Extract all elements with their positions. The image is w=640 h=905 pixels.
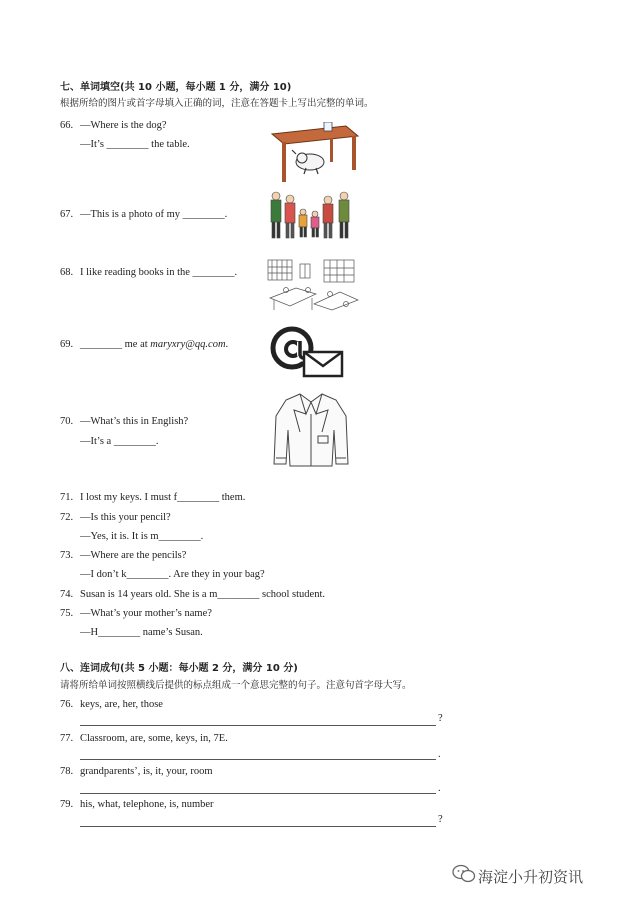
q68-line1: I like reading books in the ________. <box>80 267 238 278</box>
family-photo-illustration <box>268 188 356 244</box>
question-number: 78. <box>60 766 74 777</box>
q72-line1: —Is this your pencil? <box>80 512 171 523</box>
library-illustration <box>266 258 360 312</box>
q71-line1: I lost my keys. I must f________ them. <box>80 492 246 503</box>
q69-email: maryxry@qq.com <box>150 339 226 350</box>
email-at-envelope-icon <box>270 326 346 378</box>
section-7-instruction: 根据所给的图片或首字母填入正确的词，注意在答题卡上写出完整的单词。 <box>60 98 374 109</box>
q70-line1: —What’s this in English? <box>80 416 189 427</box>
q75-line2: —H________ name’s Susan. <box>80 627 203 638</box>
q79-punctuation: ? <box>438 814 443 825</box>
section-8-title: 八、连词成句(共 5 小题：每小题 2 分，满分 10 分) <box>60 663 298 674</box>
question-number: 69. <box>60 339 74 350</box>
question-number: 74. <box>60 589 74 600</box>
question-number: 67. <box>60 209 74 220</box>
question-number: 68. <box>60 267 74 278</box>
q78-answer-line <box>80 793 436 794</box>
watermark-text: 海淀小升初资讯 <box>478 868 584 886</box>
q66-line2: —It’s ________ the table. <box>80 139 190 150</box>
q70-line2: —It’s a ________. <box>80 436 159 447</box>
q72-line2: —Yes, it is. It is m________. <box>80 531 204 542</box>
q75-line1: —What’s your mother’s name? <box>80 608 212 619</box>
dog-under-table-illustration <box>268 122 360 184</box>
section-7-title: 七、单词填空(共 10 小题，每小题 1 分，满分 10) <box>60 82 292 93</box>
question-number: 70. <box>60 416 74 427</box>
question-number: 73. <box>60 550 74 561</box>
section-8-instruction: 请将所给单词按照横线后提供的标点组成一个意思完整的句子。注意句首字母大写。 <box>60 680 412 691</box>
q77-words: Classroom, are, some, keys, in, 7E. <box>80 733 228 744</box>
q77-punctuation: . <box>438 749 441 760</box>
q69-end: . <box>225 339 229 350</box>
q67-line1: —This is a photo of my ________. <box>80 209 228 220</box>
q76-answer-line <box>80 725 436 726</box>
question-number: 71. <box>60 492 74 503</box>
q78-words: grandparents’, is, it, your, room <box>80 766 213 777</box>
q74-line1: Susan is 14 years old. She is a m________ school student. <box>80 589 325 600</box>
q69-text: ________ me at <box>80 339 151 350</box>
q66-line1: —Where is the dog? <box>80 120 167 131</box>
wechat-icon <box>452 864 476 884</box>
jacket-illustration <box>270 390 352 470</box>
q79-answer-line <box>80 826 436 827</box>
q73-line2: —I don’t k________. Are they in your bag? <box>80 569 265 580</box>
q73-line1: —Where are the pencils? <box>80 550 187 561</box>
question-number: 75. <box>60 608 74 619</box>
q79-words: his, what, telephone, is, number <box>80 799 214 810</box>
question-number: 76. <box>60 699 74 710</box>
q76-words: keys, are, her, those <box>80 699 163 710</box>
q77-answer-line <box>80 759 436 760</box>
question-number: 79. <box>60 799 74 810</box>
question-number: 77. <box>60 733 74 744</box>
question-number: 72. <box>60 512 74 523</box>
q76-punctuation: ? <box>438 713 443 724</box>
question-number: 66. <box>60 120 74 131</box>
q78-punctuation: . <box>438 783 441 794</box>
q69-line1 <box>80 338 228 352</box>
